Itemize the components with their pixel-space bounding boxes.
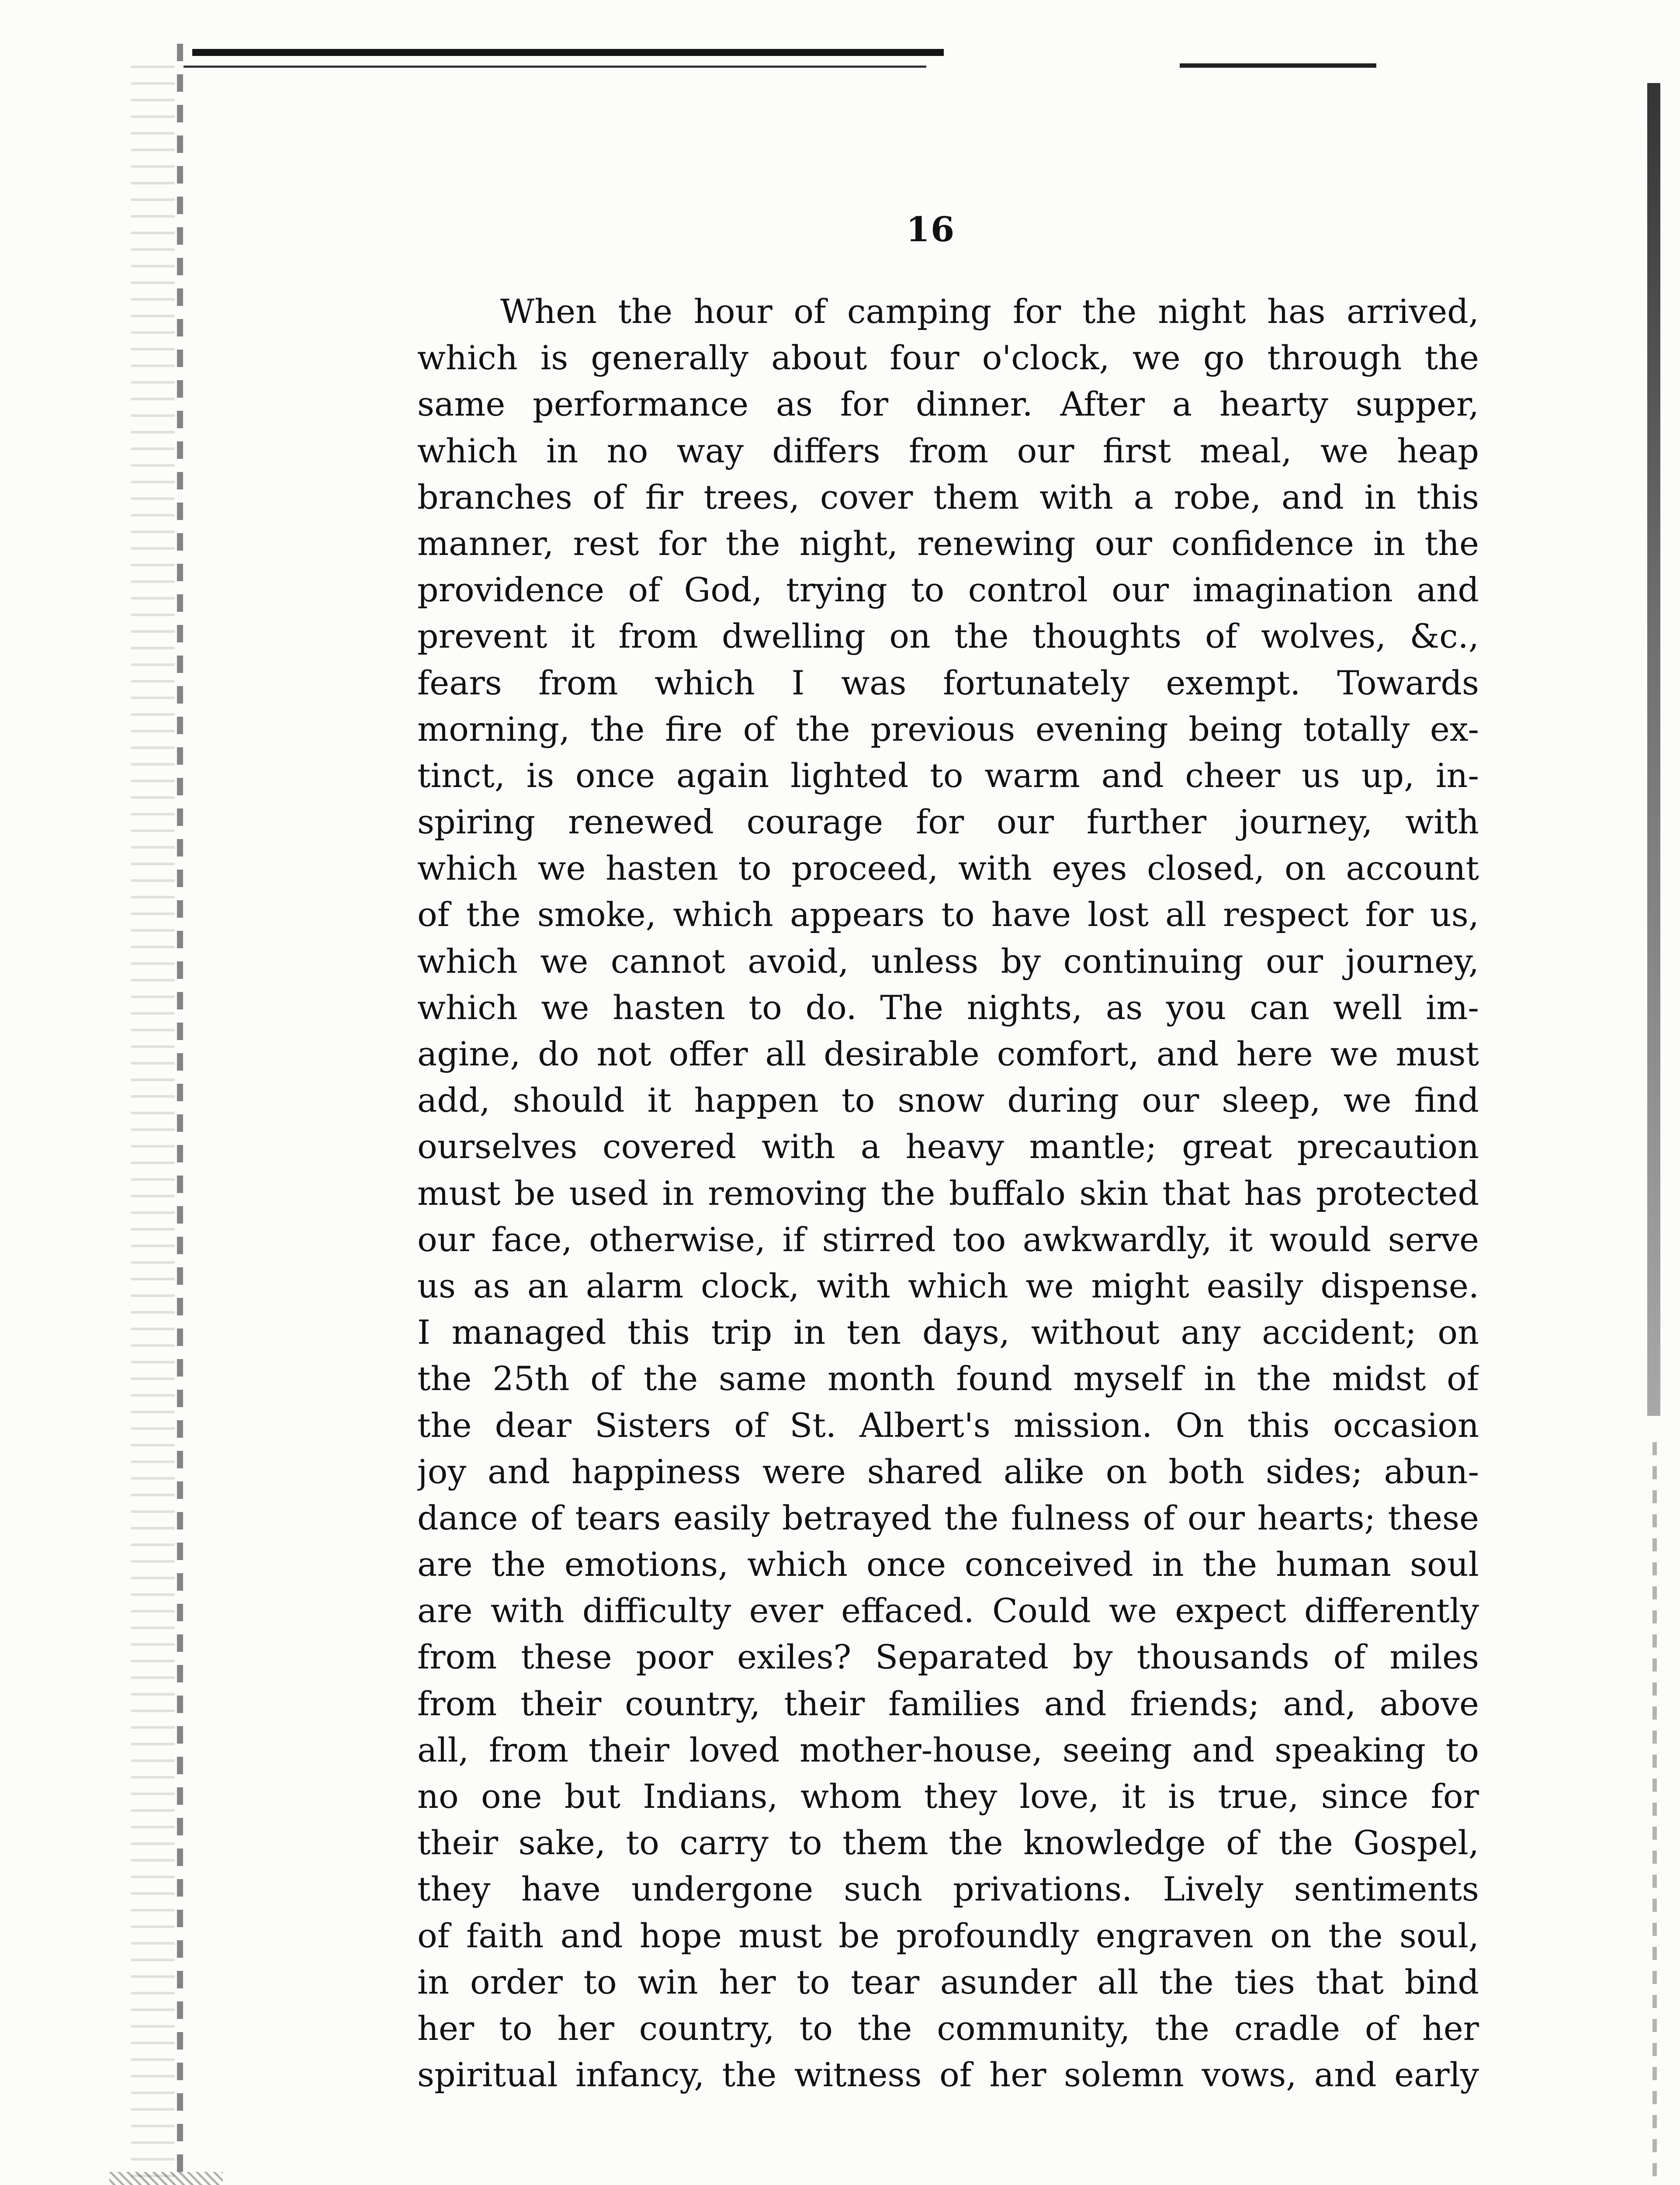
text-line: which in no way differs from our first meal, we heap: [417, 431, 1479, 470]
text-line: ourselves covered with a heavy mantle; great precaution: [417, 1127, 1479, 1166]
text-line: which we hasten to do. The nights, as you can well im-: [417, 988, 1479, 1027]
scan-artifact-left-noise: [131, 66, 175, 2185]
text-line: prevent it from dwelling on the thoughts of wolves, &c.,: [417, 617, 1479, 656]
scan-artifact-right-edge: [1647, 83, 1660, 1416]
text-line: must be used in removing the buffalo skin that has protected: [417, 1173, 1479, 1213]
text-line: tinct, is once again lighted to warm and cheer us up, in-: [417, 756, 1479, 795]
text-line: manner, rest for the night, renewing our confidence in the: [417, 524, 1479, 563]
text-line: fears from which I was fortunately exempt. Towards: [417, 663, 1479, 702]
text-line: add, should it happen to snow during our sleep, we find: [417, 1081, 1479, 1120]
text-line: are with difficulty ever effaced. Could we expect differently: [417, 1591, 1479, 1630]
text-line: us as an alarm clock, with which we might easily dispense.: [417, 1266, 1479, 1305]
text-line: dance of tears easily betrayed the fulness of our hearts; these: [417, 1498, 1479, 1537]
text-line: the dear Sisters of St. Albert's mission. On this occasion: [417, 1405, 1479, 1445]
text-line: providence of God, trying to control our imagination and: [417, 570, 1479, 610]
text-line: of faith and hope must be profoundly engraven on the soul,: [417, 1916, 1479, 1955]
scan-artifact-right-edge-lower: [1652, 1442, 1657, 2185]
text-line: When the hour of camping for the night has arrived,: [500, 292, 1479, 331]
scan-artifact-top-rule-right: [1180, 63, 1376, 68]
text-line: of the smoke, which appears to have lost all respect for us,: [417, 895, 1479, 934]
text-line: are the emotions, which once conceived in the human soul: [417, 1545, 1479, 1584]
text-line: same performance as for dinner. After a hearty supper,: [417, 385, 1479, 424]
text-line: spiring renewed courage for our further journey, with: [417, 802, 1479, 842]
text-line: our face, otherwise, if stirred too awkwardly, it would serve: [417, 1220, 1479, 1259]
text-line: branches of fir trees, cover them with a robe, and in this: [417, 477, 1479, 517]
scan-artifact-top-rule: [192, 49, 944, 56]
scan-artifact-top-rule-thin: [184, 66, 926, 68]
text-line: her to her country, to the community, the cradle of her: [417, 2008, 1479, 2048]
text-line: from these poor exiles? Separated by thousands of miles: [417, 1637, 1479, 1677]
text-line: no one but Indians, whom they love, it is true, since for: [417, 1777, 1479, 1816]
text-line: their sake, to carry to them the knowledge of the Gospel,: [417, 1823, 1479, 1862]
text-line: all, from their loved mother-house, seeing and speaking to: [417, 1730, 1479, 1769]
text-line: from their country, their families and friends; and, above: [417, 1684, 1479, 1723]
text-line: spiritual infancy, the witness of her solemn vows, and early: [417, 2055, 1479, 2095]
text-line: morning, the fire of the previous evening being totally ex-: [417, 709, 1479, 749]
text-line: agine, do not offer all desirable comfort, and here we must: [417, 1034, 1479, 1073]
text-line: which we hasten to proceed, with eyes closed, on account: [417, 849, 1479, 888]
page-number: 16: [906, 210, 956, 250]
scan-artifact-left-edge: [177, 44, 183, 2185]
text-line: they have undergone such privations. Lively sentiments: [417, 1869, 1479, 1909]
body-text: [417, 288, 1479, 2098]
text-line: which we cannot avoid, unless by continuing our journey,: [417, 941, 1479, 981]
text-line: I managed this trip in ten days, without any accident; on: [417, 1313, 1479, 1352]
text-line: in order to win her to tear asunder all the ties that bind: [417, 1962, 1479, 2001]
text-line: joy and happiness were shared alike on both sides; abun-: [417, 1452, 1479, 1491]
text-line: the 25th of the same month found myself in the midst of: [417, 1359, 1479, 1398]
text-line: which is generally about four o'clock, we go through the: [417, 338, 1479, 378]
scan-artifact-bottom-left: [109, 2172, 223, 2185]
